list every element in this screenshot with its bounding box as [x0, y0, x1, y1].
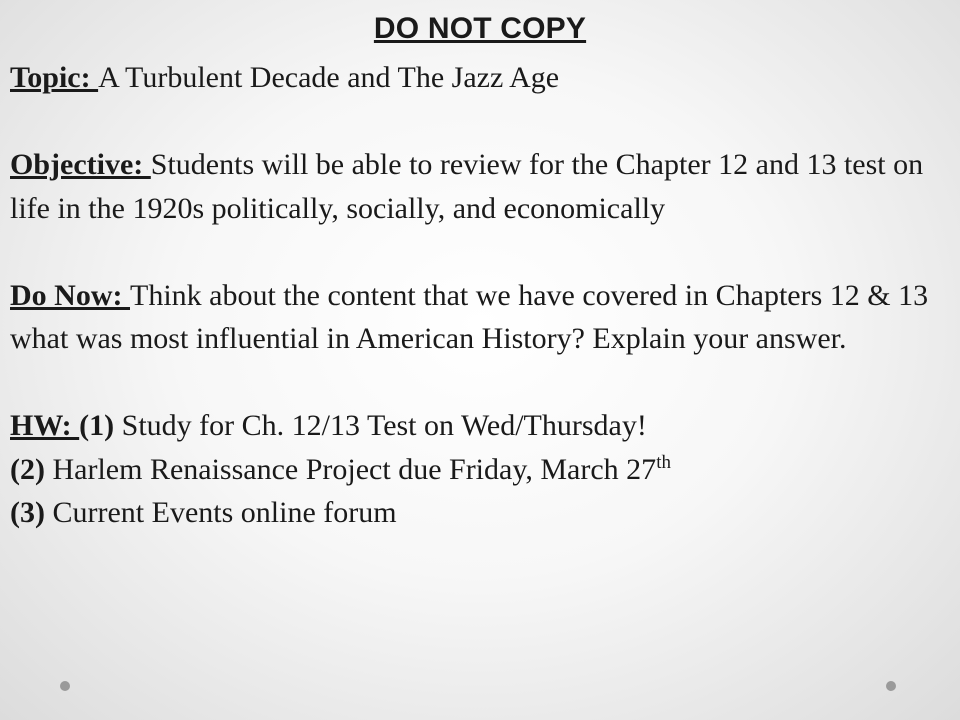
homework-item-number: (2)	[10, 452, 45, 486]
do-now-label: Do Now:	[10, 278, 130, 312]
homework-item-text: Harlem Renaissance Project due Friday, March 27	[44, 452, 657, 486]
homework-item-number: (1)	[79, 409, 115, 442]
homework-item-text: Study for Ch. 12/13 Test on Wed/Thursday!	[114, 409, 647, 442]
ordinal-suffix: th	[656, 451, 671, 473]
topic-line	[10, 56, 945, 100]
slide-title: DO NOT COPY	[373, 12, 587, 45]
homework-item-number: (3)	[10, 496, 45, 529]
homework-item-1	[10, 404, 945, 448]
objective-paragraph	[10, 143, 945, 230]
homework-item-3	[10, 491, 945, 535]
left-decorative-dot	[60, 681, 70, 691]
do-now-paragraph	[10, 274, 945, 361]
homework-item-2	[10, 448, 945, 492]
objective-text: Students will be able to review for the Chapter 12 and 13 test on life in the 1920s politically, socially, and economically	[10, 148, 924, 225]
topic-text: A Turbulent Decade and The Jazz Age	[98, 61, 560, 94]
slide-body	[10, 56, 945, 535]
homework-item-text: Current Events online forum	[44, 496, 397, 529]
objective-label: Objective:	[10, 148, 151, 181]
topic-label: Topic:	[10, 61, 99, 94]
right-decorative-dot	[886, 681, 896, 691]
homework-label: HW:	[10, 409, 80, 442]
do-now-text: Think about the content that we have covered in Chapters 12 & 13 what was most influential in American History? Explain your answer.	[10, 278, 929, 355]
